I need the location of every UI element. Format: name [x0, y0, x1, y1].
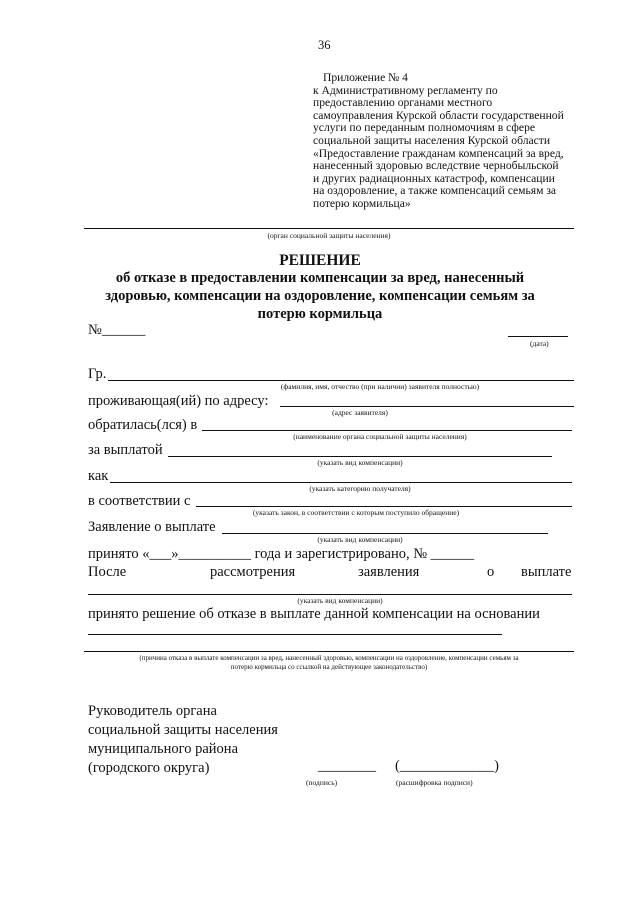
decode-blank: (_____________): [395, 758, 499, 774]
statement-caption: (указать вид компенсации): [317, 535, 403, 544]
appendix-line: самоуправления Курской области государственной: [313, 108, 564, 122]
subtitle-line: здоровью, компенсации на оздоровление, компенсации семьям за: [105, 288, 535, 304]
gr-caption: (фамилия, имя, отчество (при наличии) заявителя полностью): [280, 382, 480, 391]
after-word: выплате: [521, 564, 572, 580]
reason-line-1: [88, 634, 502, 635]
address-label: проживающая(ий) по адресу:: [88, 393, 269, 409]
appendix-line: предоставлению органами местного: [313, 96, 493, 110]
after-caption: (указать вид компенсации): [297, 596, 383, 605]
date-caption: (дата): [530, 339, 549, 348]
payment-label: за выплатой: [88, 442, 163, 458]
gr-label: Гр.: [88, 366, 107, 382]
appendix-block: [313, 72, 564, 211]
applied-label: обратилась(лся) в: [88, 417, 198, 433]
signature-line: социальной защиты населения: [88, 722, 278, 738]
appendix-line: потерю кормильца»: [313, 196, 411, 210]
organ-line: [84, 228, 574, 229]
address-caption: (адрес заявителя): [332, 408, 388, 417]
accepted-line: принято «___»__________ года и зарегистрировано, № ______: [88, 546, 475, 562]
applied-caption: (наименование органа социальной защиты населения): [293, 432, 467, 441]
subtitle-line: об отказе в предоставлении компенсации за вред, нанесенный: [115, 270, 525, 286]
appendix-line: Приложение № 4: [323, 71, 408, 84]
after-word: о: [487, 564, 495, 580]
reason-caption: потерю кормильца со ссылкой на действующее законодательство): [230, 663, 428, 671]
applied-line: [202, 430, 572, 431]
accordance-line: [196, 506, 572, 507]
after-line: [88, 594, 572, 595]
sign-caption: (подпись): [306, 778, 338, 787]
signature-line: (городского округа): [88, 760, 210, 776]
appendix-line: услуги по переданным полномочиям в сфере: [313, 121, 536, 135]
as-line: [110, 482, 572, 483]
decision-number: №______: [88, 322, 146, 338]
date-line: [508, 336, 568, 337]
page-title: РЕШЕНИЕ: [279, 252, 361, 269]
appendix-line: «Предоставление гражданам компенсаций за вред,: [313, 146, 564, 160]
appendix-line: на оздоровление, а также компенсаций семьям за: [313, 184, 557, 198]
sign-blank: ________: [318, 758, 376, 774]
signature-line: Руководитель органа: [88, 703, 217, 719]
page-number: 36: [318, 38, 331, 52]
statement-line: [222, 533, 548, 534]
as-label: как: [88, 468, 109, 484]
after-word: После: [88, 564, 127, 580]
address-line: [280, 406, 574, 407]
reason-caption: (причина отказа в выплате компенсации за вред, нанесенный здоровью, компенсации на оздоровление, компенсации семьям за: [139, 654, 519, 662]
organ-caption: (орган социальной защиты населения): [267, 231, 391, 240]
statement-label: Заявление о выплате: [88, 519, 216, 535]
accordance-caption: (указать закон, в соответствии с которым поступило обращение): [252, 508, 460, 517]
after-word: заявления: [358, 564, 420, 580]
after-word: рассмотрения: [210, 564, 296, 580]
subtitle-line: потерю кормильца: [257, 306, 383, 322]
reason-line-2: [84, 651, 574, 652]
payment-caption: (указать вид компенсации): [317, 458, 403, 467]
appendix-line: к Административному регламенту по: [313, 83, 498, 97]
appendix-line: социальной защиты населения Курской области: [313, 133, 551, 147]
accordance-label: в соответствии с: [88, 493, 191, 509]
appendix-line: нанесенный здоровью вследствие чернобыльской: [313, 159, 559, 173]
gr-line: [108, 380, 574, 381]
decision-text: принято решение об отказе в выплате данной компенсации на основании: [88, 606, 540, 622]
appendix-line: и других радиационных катастроф, компенсации: [313, 171, 555, 185]
payment-line: [168, 456, 552, 457]
decode-caption: (расшифровка подписи): [396, 778, 473, 787]
signature-line: муниципального района: [88, 741, 238, 757]
as-caption: (указать категорию получателя): [309, 484, 411, 493]
